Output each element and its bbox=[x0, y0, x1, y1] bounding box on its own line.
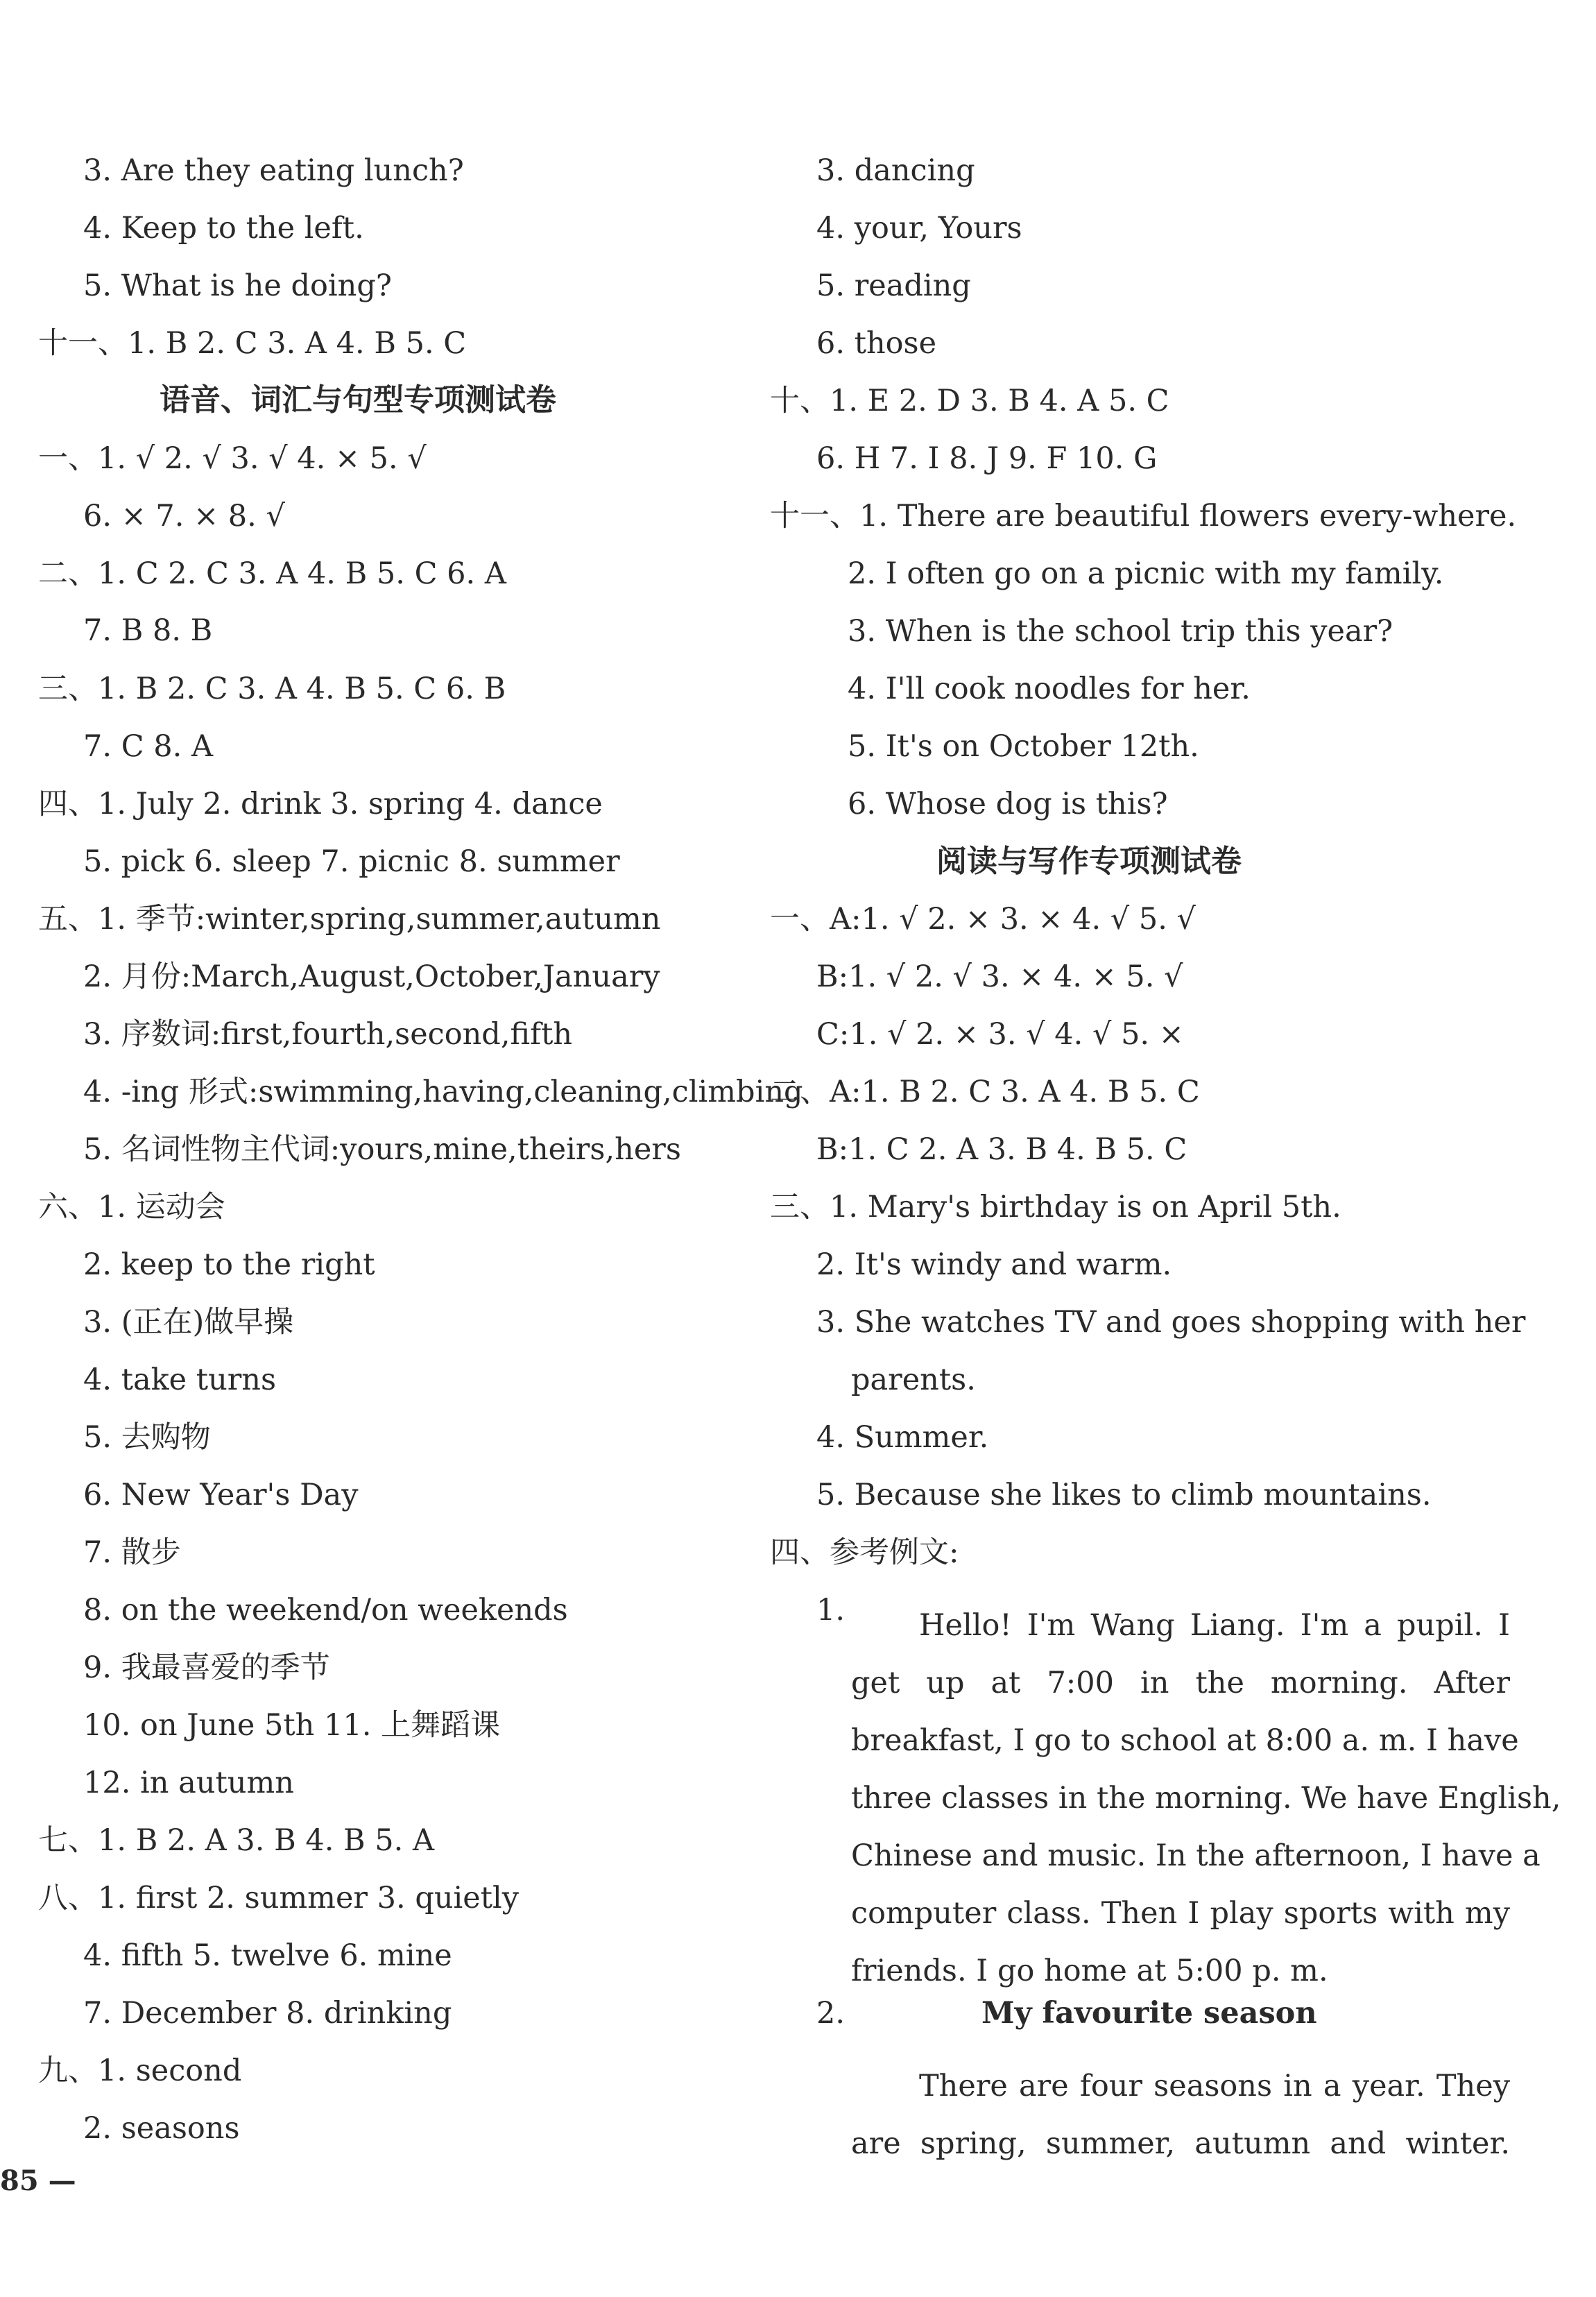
page-number: 85 — bbox=[0, 2164, 76, 2197]
essay-line: breakfast, I go to school at 8:00 a. m. I have bbox=[851, 1723, 1519, 1758]
answer-line: 4. Keep to the left. bbox=[83, 211, 364, 246]
answer-line: 4. I'll cook noodles for her. bbox=[848, 672, 1251, 706]
essay-line: are spring, summer, autumn and winter. bbox=[851, 2126, 1510, 2161]
essay-line: There are four seasons in a year. They bbox=[919, 2069, 1510, 2103]
answer-line: 6. H 7. I 8. J 9. F 10. G bbox=[816, 441, 1158, 476]
answer-line: 一、1. √ 2. √ 3. √ 4. × 5. √ bbox=[38, 441, 427, 476]
answer-line: 二、A:1. B 2. C 3. A 4. B 5. C bbox=[770, 1075, 1200, 1109]
answer-line: 4. take turns bbox=[83, 1363, 277, 1397]
answer-line: 3. She watches TV and goes shopping with her bbox=[816, 1305, 1526, 1340]
answer-line: 十一、1. B 2. C 3. A 4. B 5. C bbox=[38, 326, 467, 361]
answer-line: 7. C 8. A bbox=[83, 729, 214, 764]
answer-line: 3. When is the school trip this year? bbox=[848, 614, 1393, 649]
answer-line: 二、1. C 2. C 3. A 4. B 5. C 6. A bbox=[38, 556, 506, 591]
answer-line: 5. 去购物 bbox=[83, 1420, 211, 1455]
answer-line: 2. I often go on a picnic with my family. bbox=[848, 556, 1444, 591]
essay-line: friends. I go home at 5:00 p. m. bbox=[851, 1954, 1328, 1988]
answer-line: 六、1. 运动会 bbox=[38, 1190, 225, 1224]
essay-line: computer class. Then I play sports with my bbox=[851, 1896, 1510, 1931]
answer-line: 2. keep to the right bbox=[83, 1247, 375, 1282]
essay-number: 2. bbox=[816, 1996, 846, 2031]
answer-line: 三、1. Mary's birthday is on April 5th. bbox=[770, 1190, 1341, 1224]
answer-line: 6. those bbox=[816, 326, 937, 361]
answer-line: 2. It's windy and warm. bbox=[816, 1247, 1172, 1282]
answer-line: C:1. √ 2. × 3. √ 4. √ 5. × bbox=[816, 1017, 1184, 1052]
essay-title: My favourite season bbox=[981, 1996, 1317, 2031]
answer-line: 4. your, Yours bbox=[816, 211, 1022, 246]
answer-line: 5. It's on October 12th. bbox=[848, 729, 1199, 764]
answer-line: 4. Summer. bbox=[816, 1420, 989, 1455]
answer-line: B:1. √ 2. √ 3. × 4. × 5. √ bbox=[816, 959, 1183, 994]
essay-line: get up at 7:00 in the morning. After bbox=[851, 1666, 1510, 1700]
answer-line: 四、参考例文: bbox=[770, 1535, 959, 1570]
answer-line: 4. fifth 5. twelve 6. mine bbox=[83, 1938, 452, 1973]
sample-essay-1 bbox=[851, 1597, 1561, 2000]
answer-line: 5. Because she likes to climb mountains. bbox=[816, 1478, 1432, 1512]
answer-line: 一、A:1. √ 2. × 3. × 4. √ 5. √ bbox=[770, 902, 1196, 937]
answer-line: 7. 散步 bbox=[83, 1535, 181, 1570]
answer-line: 7. B 8. B bbox=[83, 613, 213, 648]
answer-line: 3. Are they eating lunch? bbox=[83, 153, 464, 188]
answer-line: 7. December 8. drinking bbox=[83, 1996, 452, 2031]
answer-line: B:1. C 2. A 3. B 4. B 5. C bbox=[816, 1132, 1187, 1167]
answer-line: 3. 序数词:first,fourth,second,fifth bbox=[83, 1017, 573, 1052]
essay-line: three classes in the morning. We have English, bbox=[851, 1781, 1561, 1816]
answer-line: 3. dancing bbox=[816, 153, 975, 188]
answer-line: 3. (正在)做早操 bbox=[83, 1305, 294, 1340]
section-heading: 语音、词汇与句型专项测试卷 bbox=[160, 382, 556, 418]
answer-line: 十一、1. There are beautiful flowers every-where. bbox=[770, 499, 1517, 533]
answer-line: 10. on June 5th 11. 上舞蹈课 bbox=[83, 1708, 501, 1743]
answer-line: 三、1. B 2. C 3. A 4. B 5. C 6. B bbox=[38, 672, 506, 706]
answer-line: 5. 名词性物主代词:yours,mine,theirs,hers bbox=[83, 1132, 681, 1167]
answer-line: 4. -ing 形式:swimming,having,cleaning,climbing bbox=[83, 1075, 803, 1109]
answer-line: 十、1. E 2. D 3. B 4. A 5. C bbox=[770, 384, 1169, 418]
answer-line: 2. seasons bbox=[83, 2111, 240, 2146]
answer-line: 八、1. first 2. summer 3. quietly bbox=[38, 1881, 520, 1915]
essay-number: 1. bbox=[816, 1593, 846, 1628]
answer-line: 2. 月份:March,August,October,January bbox=[83, 959, 660, 994]
answer-line: 四、1. July 2. drink 3. spring 4. dance bbox=[38, 787, 603, 821]
answer-line: 九、1. second bbox=[38, 2053, 242, 2088]
answer-line: 6. Whose dog is this? bbox=[848, 787, 1168, 821]
answer-line: 七、1. B 2. A 3. B 4. B 5. A bbox=[38, 1823, 435, 1858]
answer-line: 5. pick 6. sleep 7. picnic 8. summer bbox=[83, 844, 620, 879]
sample-essay-2 bbox=[851, 2058, 1510, 2173]
answer-line: 5. reading bbox=[816, 268, 971, 303]
essay-line: Chinese and music. In the afternoon, I have a bbox=[851, 1838, 1541, 1873]
answer-line: 9. 我最喜爱的季节 bbox=[83, 1650, 330, 1685]
essay-line: Hello! I'm Wang Liang. I'm a pupil. I bbox=[919, 1608, 1510, 1643]
section-heading: 阅读与写作专项测试卷 bbox=[936, 844, 1242, 879]
answer-line: 5. What is he doing? bbox=[83, 268, 392, 303]
answer-line: 6. × 7. × 8. √ bbox=[83, 499, 285, 533]
answer-line: 12. in autumn bbox=[83, 1766, 294, 1800]
answer-line: 6. New Year's Day bbox=[83, 1478, 359, 1512]
answer-line: parents. bbox=[851, 1363, 976, 1397]
answer-line: 8. on the weekend/on weekends bbox=[83, 1593, 568, 1628]
answer-line: 五、1. 季节:winter,spring,summer,autumn bbox=[38, 902, 661, 937]
